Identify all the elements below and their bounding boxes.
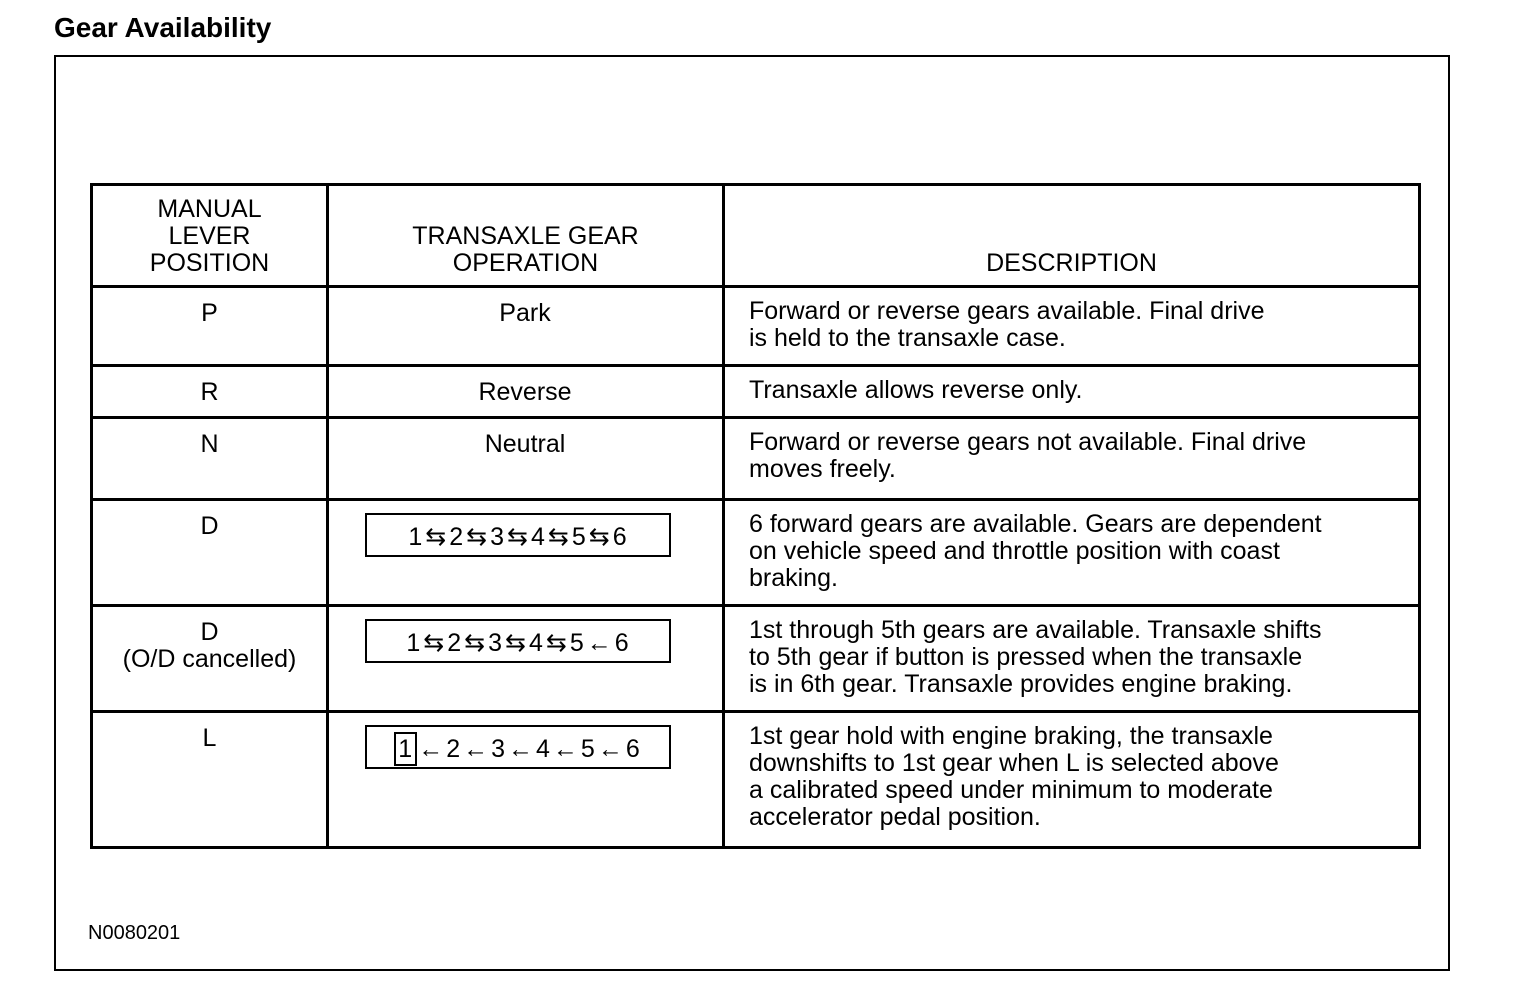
lever-text: R bbox=[200, 378, 219, 406]
lever-text: P bbox=[201, 299, 218, 327]
description-line: is in 6th gear. Transaxle provides engine braking. bbox=[749, 670, 1293, 698]
description-cell bbox=[724, 712, 1420, 848]
table-row bbox=[92, 606, 1420, 712]
shift-arrow-icon: ⇆ bbox=[466, 523, 489, 551]
lever-text: N bbox=[200, 430, 219, 458]
lever-cell bbox=[92, 712, 328, 848]
figure-id: N0080201 bbox=[88, 922, 181, 944]
lever-subtext: (O/D cancelled) bbox=[122, 645, 297, 673]
description-cell bbox=[724, 418, 1420, 500]
header-manual-lever-position bbox=[92, 185, 328, 287]
held-gear-number: 1 bbox=[394, 732, 417, 766]
downshift-arrow-icon: ← bbox=[463, 735, 490, 763]
shift-arrow-icon: ⇆ bbox=[423, 629, 446, 657]
description-line: accelerator pedal position. bbox=[749, 803, 1041, 831]
shift-arrow-icon: ⇆ bbox=[505, 629, 527, 657]
header-description bbox=[724, 185, 1420, 287]
operation-cell bbox=[328, 418, 724, 500]
operation-cell bbox=[328, 712, 724, 848]
description-cell bbox=[724, 606, 1420, 712]
operation-text: Neutral bbox=[484, 430, 566, 458]
header-line: MANUAL bbox=[157, 195, 262, 223]
gear-number: 2 bbox=[446, 735, 462, 763]
lever-cell bbox=[92, 287, 328, 366]
page-title: Gear Availability bbox=[54, 12, 272, 43]
gear-sequence-box bbox=[365, 725, 671, 769]
gear-number: 2 bbox=[447, 629, 463, 657]
lever-text: D bbox=[200, 512, 219, 540]
operation-text: Reverse bbox=[478, 378, 572, 406]
gear-number: 2 bbox=[449, 523, 465, 551]
lever-cell bbox=[92, 418, 328, 500]
lever-text: D bbox=[200, 618, 219, 646]
downshift-arrow-icon: ← bbox=[597, 735, 624, 763]
downshift-arrow-icon: ← bbox=[418, 735, 445, 763]
gear-number: 6 bbox=[614, 629, 630, 657]
description-line: Forward or reverse gears available. Final drive bbox=[749, 297, 1265, 325]
description-line: a calibrated speed under minimum to moderate bbox=[749, 776, 1273, 804]
operation-cell bbox=[328, 366, 724, 418]
gear-number: 5 bbox=[569, 629, 585, 657]
gear-number: 1 bbox=[406, 629, 422, 657]
gear-number: 4 bbox=[536, 735, 551, 763]
table-row bbox=[92, 500, 1420, 606]
description-line: to 5th gear if button is pressed when the transaxle bbox=[749, 643, 1303, 671]
description-line: braking. bbox=[749, 564, 838, 592]
table-row bbox=[92, 712, 1420, 848]
gear-sequence-box bbox=[365, 513, 671, 557]
shift-arrow-icon: ⇆ bbox=[545, 629, 568, 657]
gear-number: 5 bbox=[571, 523, 587, 551]
lever-text: L bbox=[202, 724, 217, 752]
downshift-arrow-icon: ← bbox=[552, 735, 579, 763]
description-line: is held to the transaxle case. bbox=[749, 324, 1066, 352]
gear-number: 4 bbox=[528, 629, 544, 657]
description-line: 6 forward gears are available. Gears are dependent bbox=[749, 510, 1322, 538]
table-row bbox=[92, 418, 1420, 500]
operation-cell bbox=[328, 606, 724, 712]
description-line: moves freely. bbox=[749, 455, 896, 483]
header-line: DESCRIPTION bbox=[986, 249, 1157, 277]
gear-number: 6 bbox=[612, 523, 628, 551]
gear-sequence-box bbox=[365, 619, 671, 663]
gear-number: 3 bbox=[491, 735, 506, 763]
description-line: on vehicle speed and throttle position with coast bbox=[749, 537, 1280, 565]
table-row bbox=[92, 287, 1420, 366]
shift-arrow-icon: ⇆ bbox=[425, 523, 448, 551]
lever-cell bbox=[92, 606, 328, 712]
header-line: LEVER bbox=[168, 222, 251, 250]
header-row bbox=[92, 185, 1420, 287]
description-cell bbox=[724, 287, 1420, 366]
shift-arrow-icon: ⇆ bbox=[588, 523, 611, 551]
description-line: downshifts to 1st gear when L is selected above bbox=[749, 749, 1279, 777]
gear-number: 4 bbox=[530, 523, 546, 551]
description-cell bbox=[724, 366, 1420, 418]
description-line: Forward or reverse gears not available. Final drive bbox=[749, 428, 1307, 456]
gear-number: 5 bbox=[580, 735, 596, 763]
downshift-arrow-icon: ← bbox=[508, 735, 534, 763]
header-line: OPERATION bbox=[452, 249, 599, 277]
operation-cell bbox=[328, 287, 724, 366]
description-line: Transaxle allows reverse only. bbox=[749, 376, 1083, 404]
header-line: TRANSAXLE GEAR bbox=[412, 222, 639, 250]
description-cell bbox=[724, 500, 1420, 606]
description-line: 1st gear hold with engine braking, the transaxle bbox=[749, 722, 1273, 750]
lever-cell bbox=[92, 500, 328, 606]
header-transaxle-gear-operation bbox=[328, 185, 724, 287]
header-line: POSITION bbox=[149, 249, 270, 277]
gear-number: 6 bbox=[625, 735, 641, 763]
shift-arrow-icon: ⇆ bbox=[547, 523, 570, 551]
operation-cell bbox=[328, 500, 724, 606]
shift-arrow-icon: ⇆ bbox=[507, 523, 529, 551]
shift-arrow-icon: ⇆ bbox=[464, 629, 487, 657]
gear-number: 1 bbox=[408, 523, 424, 551]
table-row bbox=[92, 366, 1420, 418]
gear-number: 3 bbox=[490, 523, 506, 551]
gear-number: 3 bbox=[488, 629, 503, 657]
operation-text: Park bbox=[499, 299, 551, 327]
downshift-arrow-icon: ← bbox=[586, 629, 613, 657]
gear-availability-table bbox=[90, 183, 1421, 849]
description-line: 1st through 5th gears are available. Transaxle shifts bbox=[749, 616, 1322, 644]
lever-cell bbox=[92, 366, 328, 418]
